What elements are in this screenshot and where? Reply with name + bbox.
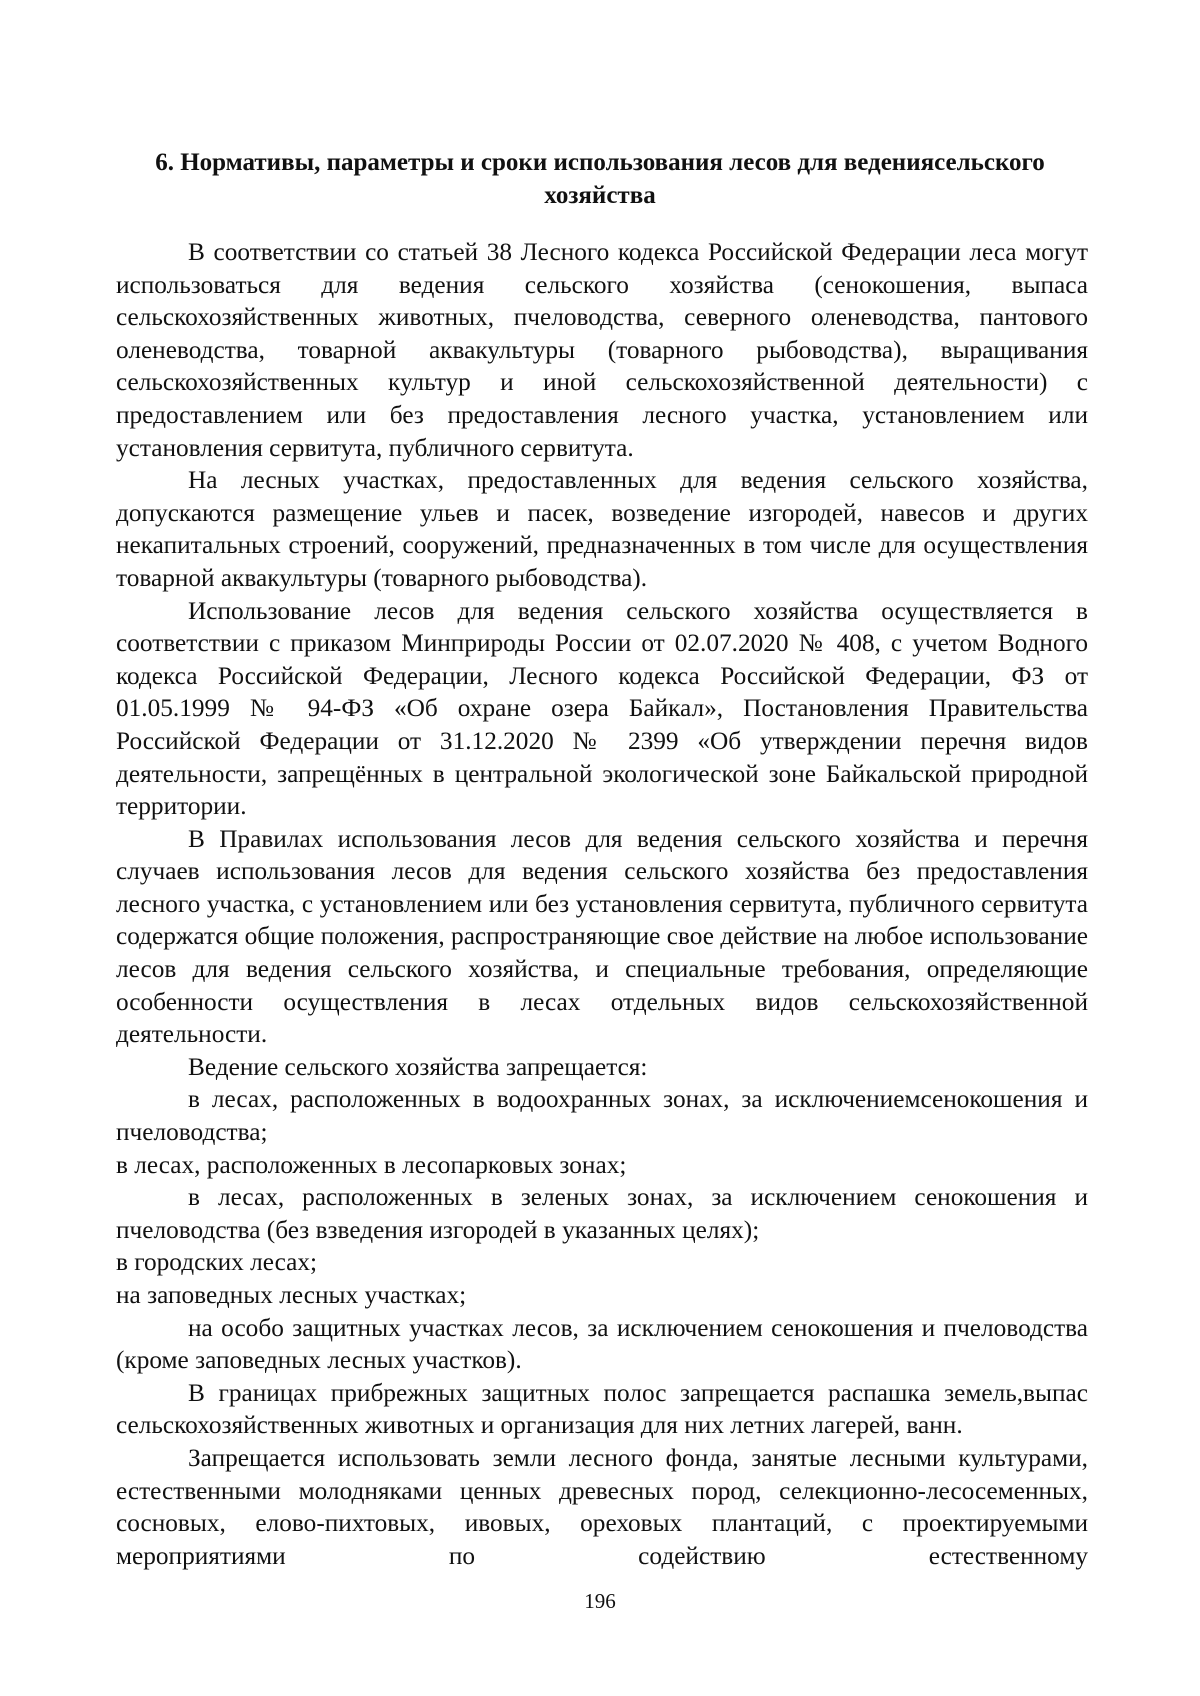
paragraph: В соответствии со статьей 38 Лесного кодекса Российской Федерации леса могут использоваться для ведения сельского хозяйства (сенокошения, выпаса сельскохозяйственных животных, пчеловодства, северного оленеводства, пантового оленеводства, товарной аквакультуры (товарного рыбоводства), выращивания сельскохозяйственных культур и иной сельскохозяйственной деятельности) с предоставлением или без предоставления лесного участка, установлением или установления сервитута, публичного сервитута. [116,238,1088,462]
paragraph: На лесных участках, предоставленных для ведения сельского хозяйства, допускаются размещение ульев и пасек, возведение изгородей, навесов и других некапитальных строений, сооружений, предназначенных в том числе для осуществления товарной аквакультуры (товарного рыбоводства). [116,466,1088,592]
document-body [116,236,1088,1572]
list-item: на заповедных лесных участках; [116,1281,467,1309]
page-number: 196 [584,1589,616,1613]
paragraph: В границах прибрежных защитных полос запрещается распашка земель,выпас сельскохозяйственных животных и организация для них летних лагерей, ванн. [116,1378,1088,1440]
list-item: в лесах, расположенных в водоохранных зонах, за исключениемсенокошения и пчеловодства; [116,1085,1088,1147]
paragraph: Ведение сельского хозяйства запрещается: [188,1052,648,1081]
list-item: в городских лесах; [116,1248,318,1277]
paragraph: Запрещается использовать земли лесного фонда, занятые лесными культурами, естественными молодняками ценных древесных пород, селекционно-лесосеменных, сосновых, елово-пихтовых, ивовых, ореховых плантаций, с проектируемыми мероприятиями по содействию естественному [116,1443,1088,1570]
paragraph: В Правилах использования лесов для ведения сельского хозяйства и перечня случаев использования лесов для ведения сельского хозяйства без предоставления лесного участка, с установлением или без установления сервитута, публичного сервитута содержатся общие положения, распространяющие свое действие на любое использование лесов для ведения сельского хозяйства, и специальные требования, определяющие особенности осуществления в лесах отдельных видов сельскохозяйственной деятельности. [116,824,1088,1049]
section-heading: 6. Нормативы, параметры и сроки использования лесов для ведениясельского хозяйства [155,149,1045,209]
paragraph: Использование лесов для ведения сельского хозяйства осуществляется в соответствии с приказом Минприроды России от 02.07.2020 № 408, с учетом Водного кодекса Российской Федерации, Лесного кодекса Российской Федерации, ФЗ от 01.05.1999 № 94-ФЗ «Об охране озера Байкал», Постановления Правительства Российской Федерации от 31.12.2020 № 2399 «Об утверждении перечня видов деятельности, запрещённых в центральной экологической зоне Байкальской природной территории. [116,596,1088,821]
list-item: на особо защитных участках лесов, за исключением сенокошения и пчеловодства (кроме заповедных лесных участков). [116,1313,1088,1375]
list-item: в лесах, расположенных в зеленых зонах, за исключением сенокошения и пчеловодства (без взведения изгородей в указанных целях); [116,1183,1088,1244]
list-item: в лесах, расположенных в лесопарковых зонах; [116,1150,627,1179]
